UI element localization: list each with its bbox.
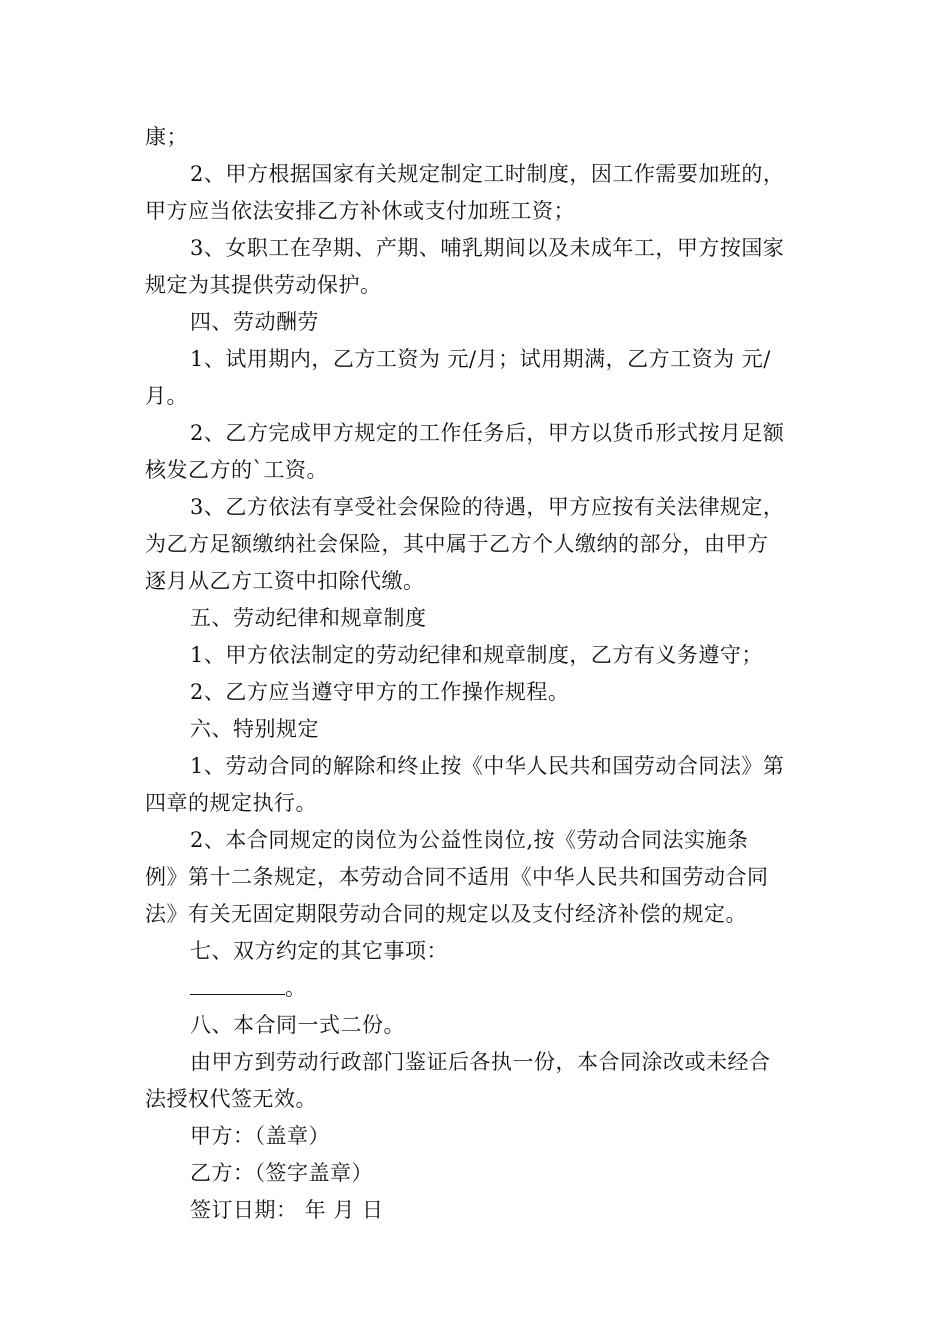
text-line-10: 核发乙方的`工资。 [145, 458, 328, 482]
section-heading-6: 六、特别规定 [190, 717, 319, 741]
text-line-12: 为乙方足额缴纳社会保险，其中属于乙方个人缴纳的部分，由甲方 [145, 532, 769, 556]
text-line-15: 1、甲方依法制定的劳动纪律和规章制度，乙方有义务遵守； [190, 643, 763, 667]
text-line-22: 法》有关无固定期限劳动合同的规定以及支付经济补偿的规定。 [145, 902, 747, 926]
blank-fill-line [190, 973, 307, 1003]
text-line-11: 3、乙方依法有享受社会保险的待遇，甲方应按有关法律规定， [190, 495, 785, 519]
party-a-signature-line: 甲方：（盖章） [190, 1124, 330, 1148]
text-line-26: 由甲方到劳动行政部门鉴证后各执一份，本合同涂改或未经合 [190, 1050, 771, 1074]
text-line-8: 月。 [145, 384, 188, 408]
text-line-21: 例》第十二条规定，本劳动合同不适用《中华人民共和国劳动合同 [145, 865, 769, 889]
blank-line-period: 。 [285, 976, 307, 1000]
text-line-1: 康； [145, 125, 188, 149]
text-line-2: 2、甲方根据国家有关规定制定工时制度，因工作需要加班的， [190, 162, 785, 186]
party-b-signature-line: 乙方：（签字盖章） [190, 1161, 373, 1185]
signing-date-line: 签订日期： 年 月 日 [190, 1198, 384, 1222]
text-line-5: 规定为其提供劳动保护。 [145, 273, 382, 297]
text-line-18: 1、劳动合同的解除和终止按《中华人民共和国劳动合同法》第 [190, 754, 785, 778]
section-heading-4: 四、劳动酬劳 [190, 310, 319, 334]
text-line-4: 3、女职工在孕期、产期、哺乳期间以及未成年工，甲方按国家 [190, 236, 785, 260]
text-line-13: 逐月从乙方工资中扣除代缴。 [145, 569, 425, 593]
section-heading-5: 五、劳动纪律和规章制度 [190, 606, 427, 630]
text-line-3: 甲方应当依法安排乙方补休或支付加班工资； [145, 199, 575, 223]
text-line-9: 2、乙方完成甲方规定的工作任务后，甲方以货币形式按月足额 [190, 421, 785, 445]
section-heading-7: 七、双方约定的其它事项： [190, 939, 448, 963]
text-line-16: 2、乙方应当遵守甲方的工作操作规程。 [190, 680, 570, 704]
text-line-7: 1、试用期内，乙方工资为 元/月；试用期满，乙方工资为 元/ [190, 347, 771, 371]
underline-blank [190, 976, 285, 995]
text-line-20: 2、本合同规定的岗位为公益性岗位,按《劳动合同法实施条 [190, 828, 749, 852]
text-line-19: 四章的规定执行。 [145, 791, 317, 815]
section-heading-8: 八、本合同一式二份。 [190, 1013, 405, 1037]
text-line-27: 法授权代签无效。 [145, 1087, 317, 1111]
